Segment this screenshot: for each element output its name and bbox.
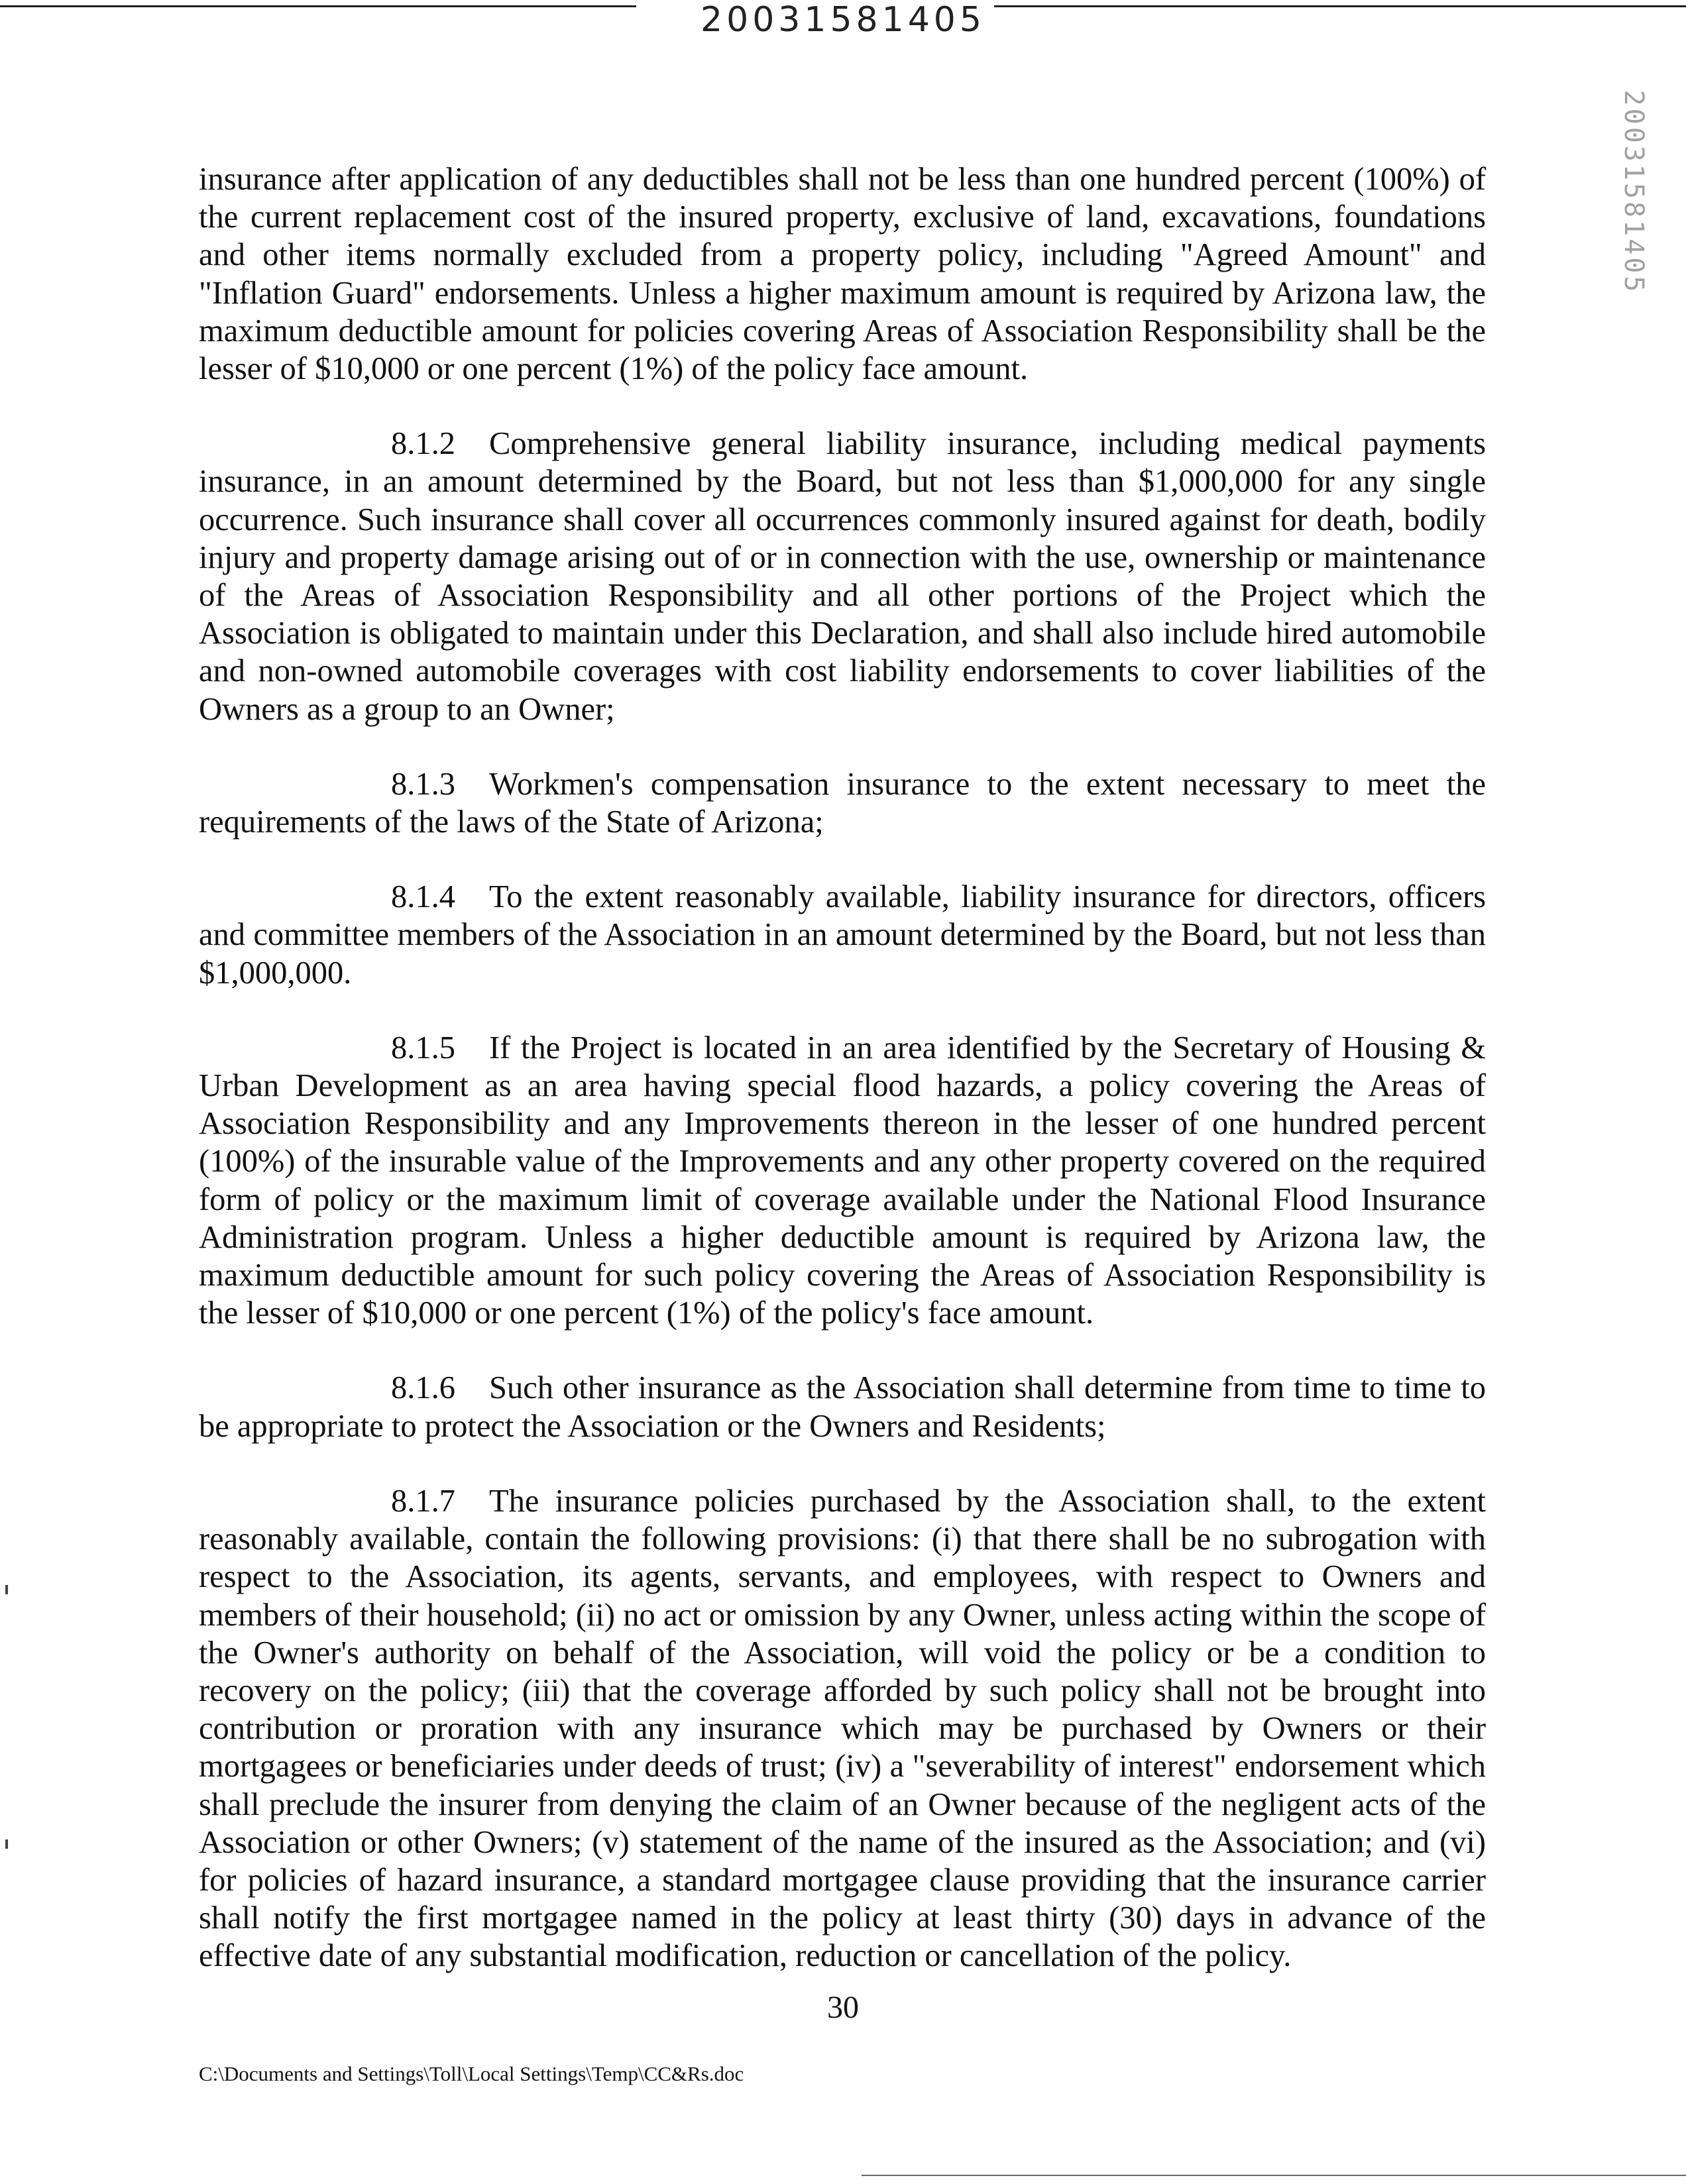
paragraph-8-1-3 — [199, 765, 1486, 841]
paragraph-text: To the extent reasonably available, liability insurance for directors, officers and committee members of the Association in an amount determined by the Board, but not less than $1,000,000. — [199, 879, 1486, 991]
footer-file-path: C:\Documents and Settings\Toll\Local Settings\Temp\CC&Rs.doc — [199, 2062, 744, 2085]
document-number: 20031581405 — [701, 0, 985, 40]
section-number: 8.1.2 — [391, 426, 455, 462]
side-stamp — [1597, 80, 1670, 305]
paragraph-text: Such other insurance as the Association shall determine from time to time to be appropriate to protect the Association or the Owners and Residents; — [199, 1370, 1486, 1444]
side-stamp-text: 20031581405 — [1618, 89, 1649, 295]
paragraph-continuation — [199, 160, 1486, 388]
section-number: 8.1.5 — [391, 1030, 455, 1065]
edge-mark — [5, 1839, 8, 1849]
paragraph-text: If the Project is located in an area identified by the Secretary of Housing & Urban Development as an area having special flood hazards, a policy covering the Areas of Association Responsibility and any Improvements thereon in the lesser of one hundred percent (100%) of the insurable value of the Improvements and any other property covered on the required form of policy or the maximum limit of coverage available under the National Flood Insurance Administration program. Unless a higher deductible amount is required by Arizona law, the maximum deductible amount for such policy covering the Areas of Association Responsibility is the lesser of $10,000 or one percent (1%) of the policy's face amount. — [199, 1030, 1486, 1331]
section-number: 8.1.7 — [391, 1483, 455, 1519]
paragraph-8-1-7 — [199, 1482, 1486, 1975]
edge-mark — [5, 1585, 8, 1594]
paragraph-8-1-4 — [199, 878, 1486, 992]
paragraph-text: insurance after application of any deductibles shall not be less than one hundred percent (100%) of the current replacement cost of the insured property, exclusive of land, excavations, foundations and other items normally excluded from a property policy, including "Agreed Amount" and "Inflation Guard" endorsements. Unless a higher maximum amount is required by Arizona law, the maximum deductible amount for policies covering Areas of Association Responsibility shall be the lesser of $10,000 or one percent (1%) of the policy face amount. — [199, 162, 1486, 387]
section-number: 8.1.4 — [391, 879, 455, 915]
paragraph-8-1-5 — [199, 1029, 1486, 1333]
paragraph-text: Comprehensive general liability insurance, including medical payments insurance, in an amount determined by the Board, but not less than $1,000,000 for any single occurrence. Such insurance shall cover all occurrences commonly insured against for death, bodily injury and property damage arising out of or in connection with the use, ownership or maintenance of the Areas of Association Responsibility and all other portions of the Project which the Association is obligated to maintain under this Declaration, and shall also include hired automobile and non-owned automobile coverages with cost liability endorsements to cover liabilities of the Owners as a group to an Owner; — [199, 426, 1486, 727]
paragraph-text: Workmen's compensation insurance to the extent necessary to meet the requirements of the laws of the State of Arizona; — [199, 766, 1486, 840]
section-number: 8.1.3 — [391, 766, 455, 802]
paragraph-8-1-6 — [199, 1369, 1486, 1445]
paragraph-8-1-2 — [199, 425, 1486, 728]
bottom-rule — [862, 2175, 1686, 2176]
page-number: 30 — [827, 1990, 859, 2025]
document-body — [199, 160, 1486, 2012]
section-number: 8.1.6 — [391, 1370, 455, 1406]
paragraph-text: The insurance policies purchased by the Association shall, to the extent reasonably available, contain the following provisions: (i) that there shall be no subrogation with respect to the Association, its agents, servants, and employees, with respect to Owners and members of their household; (ii) no act or omission by any Owner, unless acting within the scope of the Owner's authority on behalf of the Association, will void the policy or be a condition to recovery on the policy; (iii) that the coverage afforded by such policy shall not be brought into contribution or proration with any insurance which may be purchased by Owners or their mortgagees or beneficiaries under deeds of trust; (iv) a "severability of interest" endorsement which shall preclude the insurer from denying the claim of an Owner because of the negligent acts of the Association or other Owners; (v) statement of the name of the insured as the Association; and (vi) for policies of hazard insurance, a standard mortgagee clause providing that the insurance carrier shall notify the first mortgagee named in the policy at least thirty (30) days in advance of the effective date of any substantial modification, reduction or cancellation of the policy. — [199, 1483, 1486, 1974]
